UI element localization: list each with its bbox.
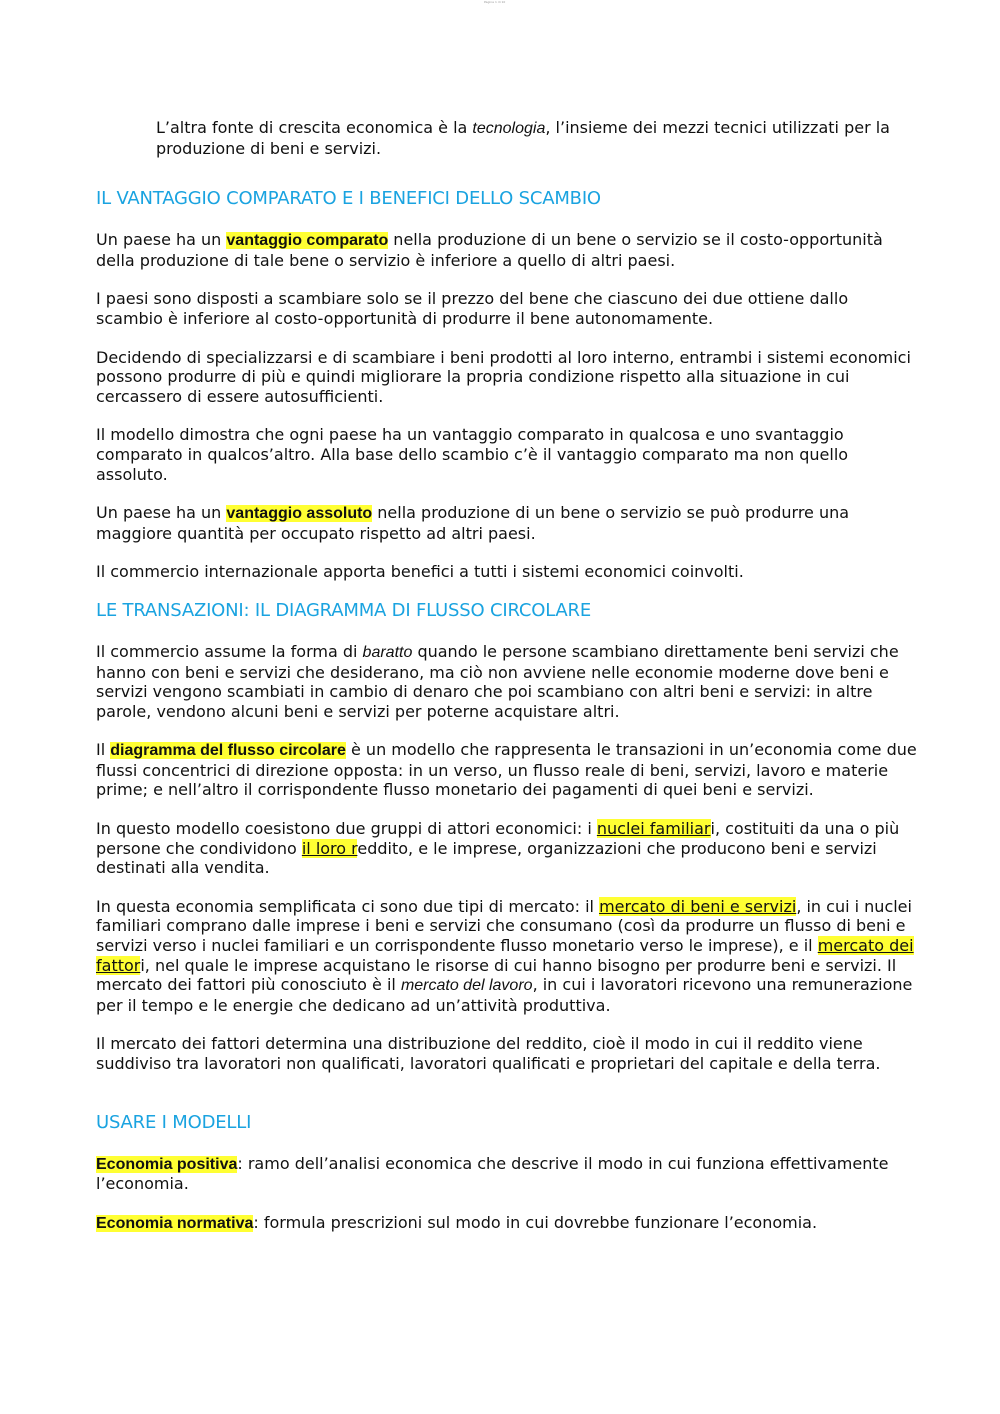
text: Il [96,740,111,760]
definition [96,1213,918,1234]
document-body [96,118,918,1233]
paragraph: Decidendo di specializzarsi e di scambiare i beni prodotti al loro interno, entrambi i sistemi economici possono produrre di più e quindi migliorare la propria condizione rispetto alla situazione in cui cercassero di essere autosufficienti. [96,347,911,406]
text: Un paese ha un [96,230,227,250]
text: L’altra fonte di crescita economica è la [156,118,473,137]
highlighted-term: Economia normativa [96,1214,254,1232]
text: i, nel quale le imprese acquistano le risorse di cui hanno bisogno per produrre beni e servizi. Il mercato dei fattori più conosciuto è il [96,955,897,995]
text: i, costituiti da una o più persone che condividono [96,819,900,858]
text: nella produzione di un bene o servizio se può produrre una maggiore quantità per occupato rispetto ad altri paesi. [96,503,850,543]
text: In questo modello coesistono due gruppi di attori economici: i [96,819,597,839]
section-heading-modelli: USARE I MODELLI [96,1111,252,1133]
highlighted-term: vantaggio assoluto [226,505,373,523]
paragraph: Il mercato dei fattori determina una distribuzione del reddito, cioè il modo in cui il reddito viene suddiviso tra lavoratori non qualificati, lavoratori qualificati e proprietari del capitale e della terra. [96,1034,881,1073]
paragraph [96,740,918,800]
text: è un modello che rappresenta le transazioni in un’economia come due flussi concentrici di direzione opposta: in un verso, un flusso reale di beni, servizi, lavoro e materie prime; e nell’altro il corrispondente flusso monetario dei pagamenti di quei beni e servizi. [96,740,917,800]
text: nella produzione di un bene o servizio se il costo-opportunità della produzione di tale bene o servizio è inferiore a quello di altri paesi. [96,230,883,270]
text: , in cui i lavoratori ricevono una remunerazione per il tempo e le energie che dedicano ad un’attività produttiva. [96,975,913,1015]
highlighted-term: mercato dei fattor [96,936,914,975]
text: , in cui i nuclei familiari comprano dalle imprese i beni e servizi che consumano (così da produrre un flusso di beni e servizi verso i nuclei familiari e un corrispondente flusso monetario verso le imprese), e il [96,896,912,956]
page-header-mark: Pagina 1 di 10 [484,0,506,4]
text: , l’insieme dei mezzi tecnici utilizzati per la produzione di beni e servizi. [156,118,890,158]
paragraph [96,230,918,270]
text: Un paese ha un [96,503,227,523]
paragraph [96,819,918,878]
text: eddito, e le imprese, organizzazioni che producono beni e servizi destinati alla vendita. [96,838,877,878]
section-heading-vantaggio: IL VANTAGGIO COMPARATO E I BENEFICI DELLO SCAMBIO [96,188,601,210]
highlighted-term: Economia positiva [96,1155,238,1173]
italic-term: tecnologia [472,120,546,137]
paragraph [96,897,918,1016]
italic-term: baratto [362,643,413,661]
paragraph: I paesi sono disposti a scambiare solo se il prezzo del bene che ciascuno dei due ottiene dallo scambio è inferiore al costo-opportunità di produrre il bene autonomamente. [96,289,849,328]
text: Il commercio assume la forma di [96,641,363,661]
highlighted-term: diagramma del flusso circolare [110,742,346,760]
paragraph: Il commercio internazionale apporta benefici a tutti i sistemi economici coinvolti. [96,562,744,582]
highlighted-term: nuclei familiar [596,819,711,839]
italic-term: mercato del lavoro [400,977,533,995]
text: : formula prescrizioni sul modo in cui dovrebbe funzionare l’economia. [253,1212,818,1232]
paragraph-intro [156,118,918,158]
highlighted-term: mercato di beni e servizi [599,896,797,916]
section-heading-transazioni: LE TRANSAZIONI: IL DIAGRAMMA DI FLUSSO CIRCOLARE [96,599,592,621]
paragraph: Il modello dimostra che ogni paese ha un vantaggio comparato in qualcosa e uno svantaggio comparato in qualcos’altro. Alla base dello scambio c’è il vantaggio comparato ma non quello assoluto. [96,425,849,484]
definition [96,1154,918,1194]
text: : ramo dell’analisi economica che descrive il modo in cui funziona effettivamente l’economia. [96,1153,889,1194]
text: quando le persone scambiano direttamente beni servizi che hanno con beni e servizi che desiderano, ma ciò non avviene nelle economie moderne dove beni e servizi vengono scambiati in cambio di denaro che poi scambiano con altri beni e servizi: in altre parole, vendono alcuni beni e servizi per poterne acquistare altri. [96,641,899,721]
paragraph [96,642,918,721]
paragraph [96,503,918,543]
highlighted-term: vantaggio comparato [226,232,389,250]
text: In questa economia semplificata ci sono due tipi di mercato: il [96,896,600,916]
highlighted-term: il loro r [301,838,358,858]
